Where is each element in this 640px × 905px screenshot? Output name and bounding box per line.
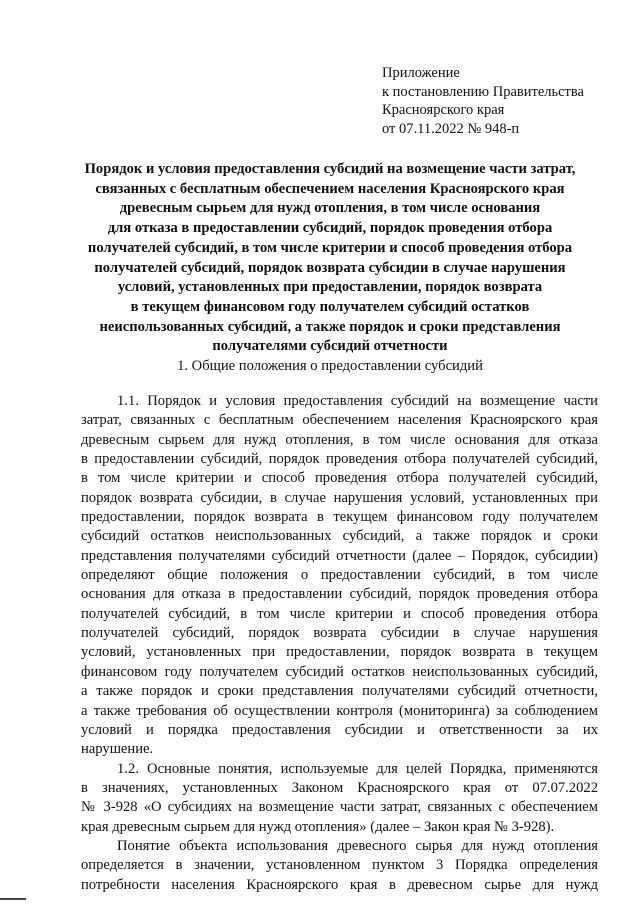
- paragraph-line: финансовом году получателем субсидий остатков неиспользованных субсидий,: [81, 663, 598, 680]
- paragraph-line: а также требования об осуществлении контроля (мониторинга) за соблюдением: [81, 702, 598, 719]
- appendix-line: Красноярского края: [382, 102, 505, 118]
- paragraph-line: в предоставлении субсидий, порядок проведения отбора получателей субсидий,: [81, 451, 598, 468]
- paragraph-line: получателей субсидий, в том числе критерии и способ проведения отбора: [81, 605, 598, 622]
- paragraph-line: в том числе критерии и способ проведения отбора получателей субсидий,: [81, 470, 598, 487]
- paragraph-line: а также порядок и сроки представления получателями субсидий отчетности,: [81, 683, 598, 700]
- paragraph-line: 1.1. Порядок и условия предоставления субсидий на возмещение части: [117, 393, 598, 409]
- paragraph-line: получателей субсидий, порядок возврата субсидии в случае нарушения: [81, 625, 598, 642]
- title-line: связанных с бесплатным обеспечением населения Красноярского края: [95, 180, 565, 197]
- paragraph-line: потребности населения Красноярского края в древесном сырье для нужд: [81, 876, 598, 893]
- title-line: условий, установленных при предоставлении, порядок возврата: [117, 279, 543, 296]
- paragraph-line: условий и порядка предоставления субсидии и ответственности за их: [81, 721, 598, 738]
- title-line: древесным сырьем для нужд отопления, в том числе основания: [119, 200, 541, 217]
- paragraph-line: основания для отказа в предоставлении субсидий, порядок проведения отбора: [81, 586, 598, 603]
- paragraph-line: затрат, связанных с бесплатным обеспечением населения Красноярского края: [81, 412, 598, 429]
- appendix-line: Приложение: [382, 65, 460, 81]
- scan-edge-mark: [0, 898, 26, 900]
- title-line: неиспользованных субсидий, а также порядок и сроки представления: [99, 318, 561, 335]
- title-line: получателей субсидий, в том числе критерии и способ проведения отбора: [87, 239, 573, 256]
- paragraph-line: Понятие объекта использования древесного сырья для нужд отопления: [117, 837, 598, 854]
- paragraph-line: представления получателями субсидий отчетности (далее – Порядок, субсидии): [81, 547, 598, 564]
- document-title: [60, 160, 600, 357]
- paragraph-1-2: [81, 760, 598, 837]
- paragraph-line: края древесным сырьем для нужд отопления» (далее – Закон края № 3-928).: [81, 818, 555, 835]
- paragraph-line: условий, установленных при предоставлении, порядок возврата в текущем: [81, 644, 598, 661]
- title-line: в текущем финансовом году получателем субсидий остатков: [130, 298, 530, 315]
- section-heading: 1. Общие положения о предоставлении субсидий: [177, 358, 483, 374]
- appendix-line: от 07.11.2022 № 948-п: [382, 120, 520, 137]
- appendix-block: [382, 64, 622, 138]
- title-line: получателей субсидий, порядок возврата субсидии в случае нарушения: [94, 259, 566, 276]
- title-line: получателями субсидий отчетности: [212, 338, 448, 355]
- paragraph-line: определяют общие положения о предоставлении субсидий, в том числе: [81, 567, 598, 584]
- paragraph-line: предоставлении, порядок возврата в текущем финансовом году получателем: [81, 509, 598, 526]
- document-body: [81, 392, 598, 895]
- paragraph-line: нарушение.: [81, 741, 154, 758]
- paragraph-line: порядок возврата субсидии, в случае нарушения условий, установленных при: [81, 489, 598, 506]
- title-line: Порядок и условия предоставления субсидий на возмещение части затрат,: [84, 161, 576, 177]
- paragraph-line: в значениях, установленных Законом Красноярского края от 07.07.2022: [81, 779, 598, 796]
- paragraph-1-1: [81, 392, 598, 760]
- title-line: для отказа в предоставлении субсидий, порядок проведения отбора: [107, 220, 553, 237]
- appendix-line: к постановлению Правительства: [382, 83, 584, 100]
- paragraph-concept: [81, 837, 598, 895]
- paragraph-line: 1.2. Основные понятия, используемые для целей Порядка, применяются: [117, 760, 598, 777]
- paragraph-line: определяется в значении, установленном пунктом 3 Порядка определения: [81, 857, 598, 874]
- paragraph-line: субсидий остатков неиспользованных субсидий, а также порядок и сроки: [81, 528, 598, 545]
- paragraph-line: № 3-928 «О субсидиях на возмещение части затрат, связанных с обеспечением: [81, 799, 598, 816]
- paragraph-line: древесным сырьем для нужд отопления, в том числе основания для отказа: [81, 431, 598, 448]
